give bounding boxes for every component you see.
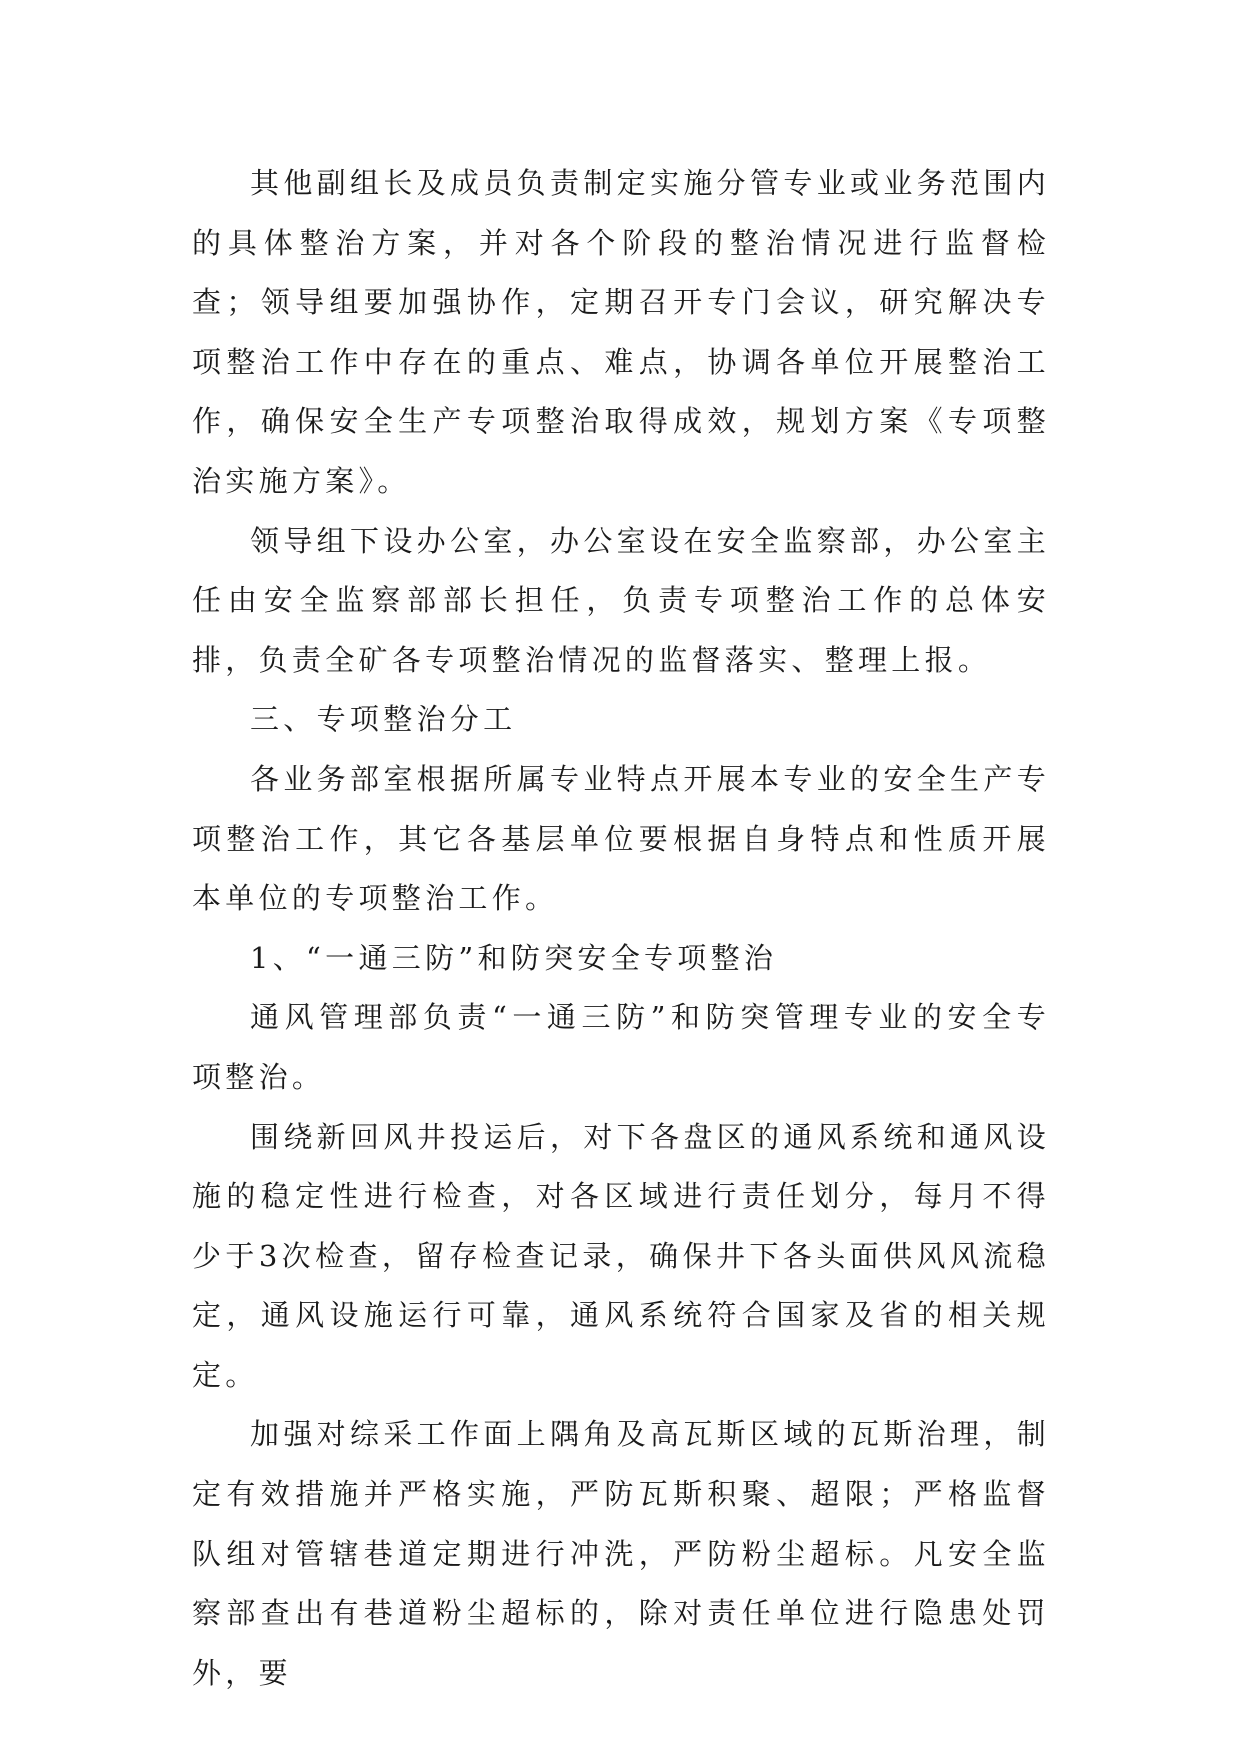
paragraph-deputy-leaders: 其他副组长及成员负责制定实施分管专业或业务范围内的具体整治方案，并对各个阶段的整治情况进行监督检查；领导组要加强协作，定期召开专门会议，研究解决专项整治工作中存在的重点、难点，协调各单位开展整治工作，确保安全生产专项整治取得成效，规划方案《专项整治实施方案》。 — [192, 166, 1050, 498]
paragraph-gas-dust-control: 加强对综采工作面上隅角及高瓦斯区域的瓦斯治理，制定有效措施并严格实施，严防瓦斯积聚、超限；严格监督队组对管辖巷道定期进行冲洗，严防粉尘超标。凡安全监察部查出有巷道粉尘超标的，除对责任单位进行隐患处罚外，要 — [192, 1417, 1050, 1690]
section-heading-division-of-work: 三、专项整治分工 — [250, 702, 517, 737]
paragraph-office-setup: 领导组下设办公室，办公室设在安全监察部，办公室主任由安全监察部部长担任，负责专项整治工作的总体安排，负责全矿各专项整治情况的监督落实、整理上报。 — [192, 523, 1050, 677]
paragraph-ventilation-inspection: 围绕新回风井投运后，对下各盘区的通风系统和通风设施的稳定性进行检查，对各区域进行责任划分，每月不得少于3次检查，留存检查记录，确保井下各头面供风风流稳定，通风设施运行可靠，通风系统符合国家及省的相关规定。 — [192, 1119, 1050, 1392]
paragraph-ventilation-department: 通风管理部负责“一通三防”和防突管理专业的安全专项整治。 — [192, 1000, 1050, 1094]
subheading-ventilation-safety: 1、“一通三防”和防突安全专项整治 — [250, 940, 778, 975]
paragraph-department-duties: 各业务部室根据所属专业特点开展本专业的安全生产专项整治工作，其它各基层单位要根据自身特点和性质开展本单位的专项整治工作。 — [192, 761, 1050, 916]
document-body — [192, 154, 1050, 1703]
